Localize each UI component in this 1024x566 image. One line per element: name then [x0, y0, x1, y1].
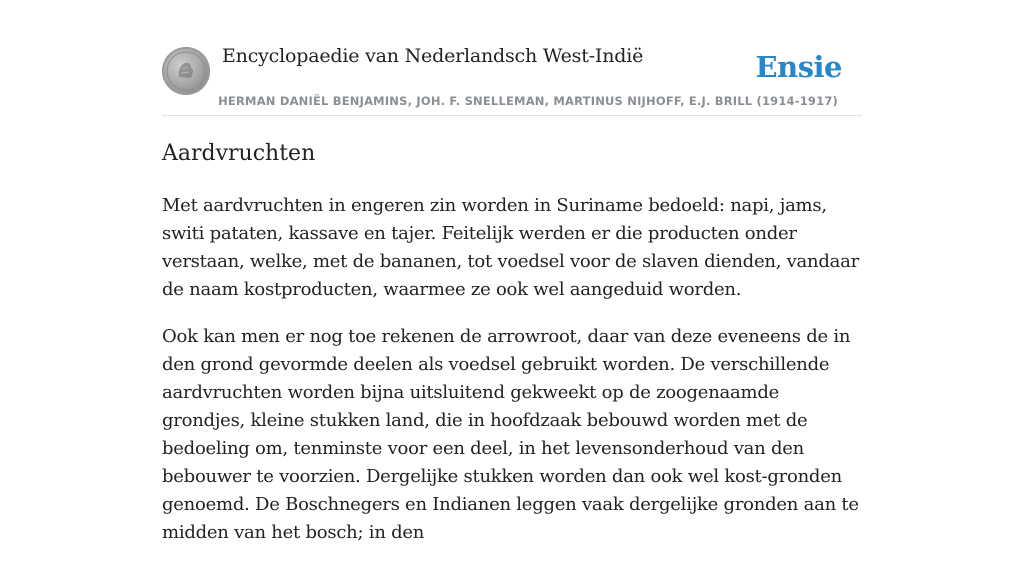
article: [162, 138, 862, 566]
brand-logo[interactable]: Ensie: [755, 50, 842, 84]
authors-line: HERMAN DANIËL BENJAMINS, JOH. F. SNELLEMAN, MARTINUS NIJHOFF, E.J. BRILL (1914-1917): [218, 94, 838, 108]
article-paragraph: Ook kan men er nog toe rekenen de arrowroot, daar van deze eveneens de in den grond gevormde deelen als voedsel gebruikt worden. De verschillende aardvruchten worden bijna uitsluitend gekweekt op de zoogenaamde grondjes, kleine stukken land, die in hoofdzaak bebouwd worden met de bedoeling om, tenminste voor een deel, in het levensonderhoud van den bebouwer te voorzien. Dergelijke stukken worden dan ook wel kost-gronden genoemd. De Boschnegers en Indianen leggen vaak dergelijke gronden aan te midden van het bosch; in den: [162, 326, 859, 543]
book-title[interactable]: Encyclopaedie van Nederlandsch West-Indië: [222, 45, 644, 67]
site-header: [162, 0, 862, 116]
article-paragraph: Met aardvruchten in engeren zin worden in Suriname bedoeld: napi, jams, switi pataten, kassave en tajer. Feitelijk werden er die producten onder verstaan, welke, met de bananen, tot voedsel voor de slaven dienden, vandaar de naam kostproducten, waarmee ze ook wel aangeduid worden.: [162, 195, 859, 300]
article-title: Aardvruchten: [162, 141, 316, 166]
coin-emblem-icon[interactable]: [162, 47, 210, 95]
coin-emblem-icon-graphic: [162, 47, 210, 95]
